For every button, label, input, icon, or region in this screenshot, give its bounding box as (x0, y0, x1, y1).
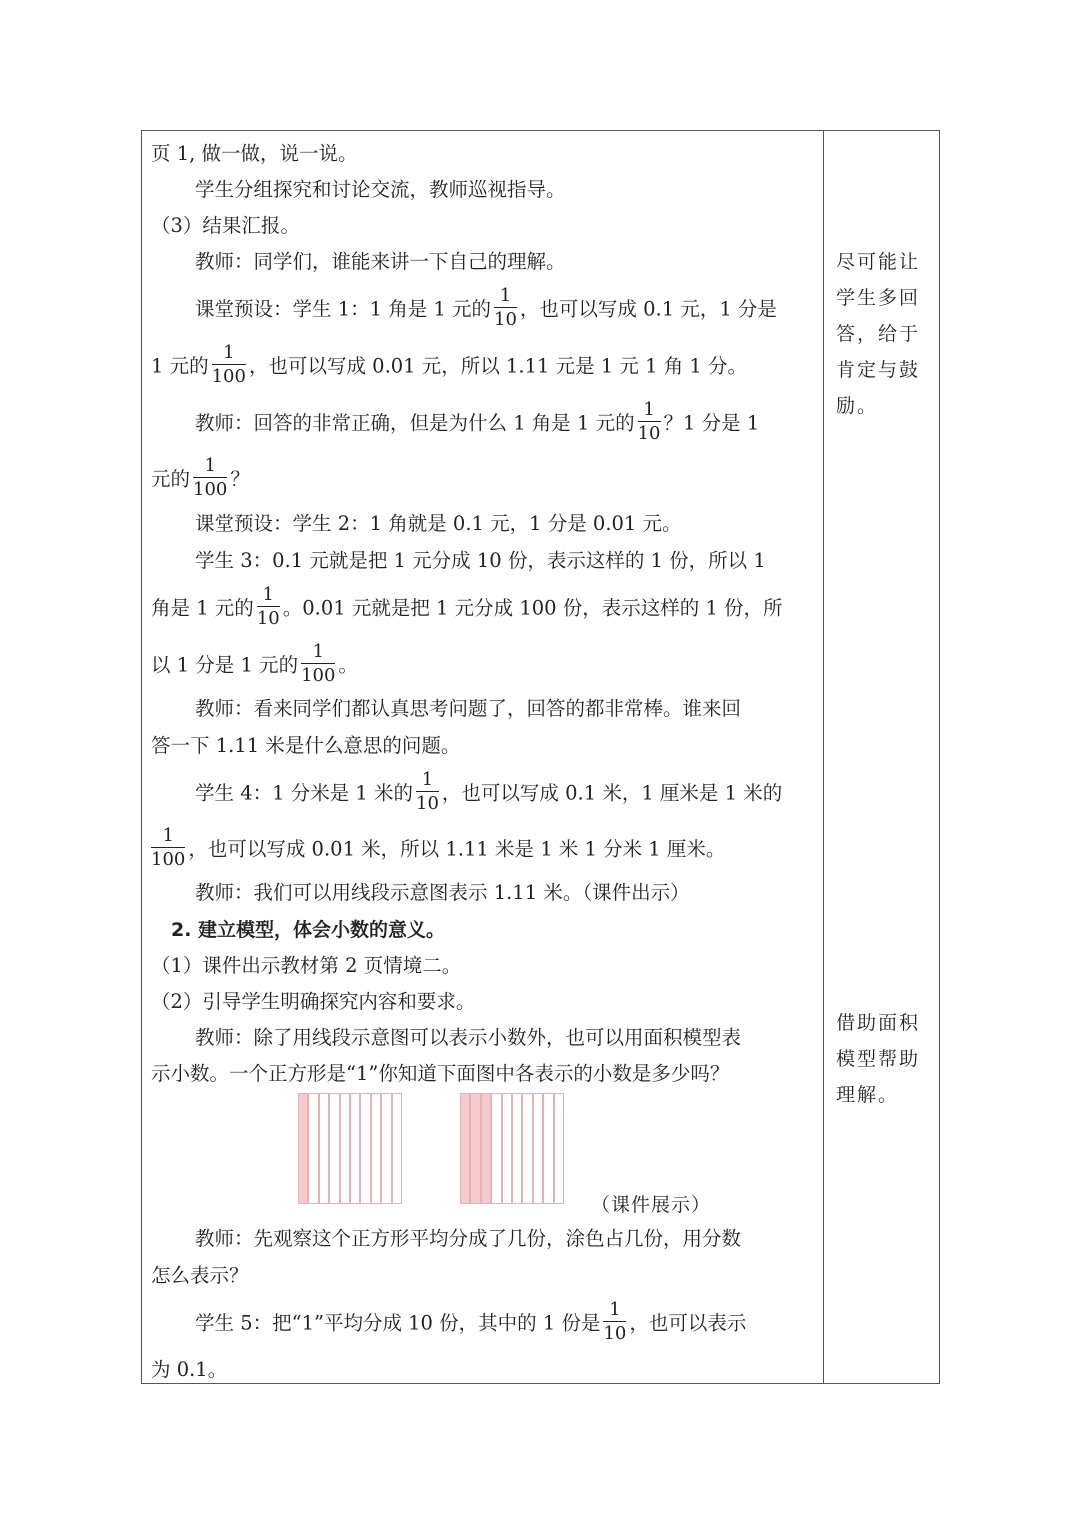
text-segment: 以 1 分是 1 元的 (151, 653, 299, 677)
text-line (151, 455, 250, 501)
grid-cell (329, 1093, 339, 1204)
side-note-encourage (836, 244, 932, 424)
text-line (151, 641, 358, 687)
grid-cell (512, 1093, 522, 1204)
text-segment: 。0.01 元就是把 1 元分成 100 份，表示这样的 1 份，所 (282, 596, 783, 620)
grid-cell (392, 1093, 402, 1204)
text-line: 教师：除了用线段示意图可以表示小数外，也可以用面积模型表 (195, 1026, 742, 1049)
text-line: 教师：先观察这个正方形平均分成了几份，涂色占几份，用分数 (195, 1227, 742, 1250)
shaded-cell (460, 1093, 470, 1204)
text-segment: 教师：回答的非常正确，但是为什么 1 角是 1 元的 (195, 411, 635, 435)
text-line (151, 584, 783, 630)
side-note-line: 理解。 (836, 1084, 900, 1106)
text-segment: 学生 5：把“1”平均分成 10 份，其中的 1 份是 (195, 1311, 601, 1335)
side-note-line: 模型帮助 (836, 1048, 921, 1070)
grid-cell (340, 1093, 350, 1204)
fraction-1-100: $\frac{1}{100}$ (193, 455, 228, 500)
grid-cell (522, 1093, 532, 1204)
grid-cell (371, 1093, 381, 1204)
text-line (151, 342, 748, 388)
side-note-line: 肯定与鼓 (836, 359, 921, 381)
grid-cell (308, 1093, 318, 1204)
text-segment: ，也可以写成 0.01 米，所以 1.11 米是 1 米 1 分米 1 厘米。 (188, 837, 726, 861)
grid-cell (543, 1093, 553, 1204)
fraction-1-100: $\frac{1}{100}$ (211, 342, 246, 387)
side-note-line: 学生多回 (836, 287, 921, 309)
text-segment: ？1 分是 1 (663, 411, 760, 435)
side-note-area-model (836, 1005, 932, 1113)
fraction-1-10: $\frac{1}{10}$ (494, 285, 517, 330)
shaded-cell (298, 1093, 308, 1204)
grid-cell (533, 1093, 543, 1204)
shaded-cell (481, 1093, 491, 1204)
text-line (195, 285, 777, 331)
text-segment: ，也可以写成 0.1 米，1 厘米是 1 米的 (441, 781, 783, 805)
area-model-right (460, 1093, 564, 1206)
side-note-line: 励。 (836, 395, 879, 417)
side-note-line: 借助面积 (836, 1012, 921, 1034)
grid-cell (350, 1093, 360, 1204)
text-line (151, 825, 726, 871)
column-divider (823, 130, 824, 1384)
text-segment: ？ (230, 467, 250, 491)
grid-cell (381, 1093, 391, 1204)
text-segment: 课堂预设：学生 1：1 角是 1 元的 (195, 297, 492, 321)
text-segment: 。 (338, 653, 358, 677)
text-line: 教师：同学们，谁能来讲一下自己的理解。 (195, 250, 566, 273)
text-line (195, 1299, 747, 1345)
text-line: 示小数。一个正方形是“1”你知道下面图中各表示的小数是多少吗？ (151, 1062, 730, 1085)
grid-cell (502, 1093, 512, 1204)
grid-cell (319, 1093, 329, 1204)
text-line (195, 769, 783, 815)
grid-cell (554, 1093, 564, 1204)
text-line: 教师：我们可以用线段示意图表示 1.11 米。（课件出示） (195, 881, 690, 904)
text-line: 怎么表示？ (151, 1264, 249, 1287)
text-segment: ，也可以写成 0.01 元，所以 1.11 元是 1 元 1 角 1 分。 (248, 354, 748, 378)
text-line: （3）结果汇报。 (151, 214, 300, 237)
side-note-line: 答，给于 (836, 323, 921, 345)
text-segment: 元的 (151, 467, 191, 491)
fraction-1-10: $\frac{1}{10}$ (603, 1299, 627, 1344)
text-line: 页 1, 做一做，说一说。 (151, 142, 358, 165)
text-segment: 学生 4：1 分米是 1 米的 (195, 781, 414, 805)
text-line: 学生 3：0.1 元就是把 1 元分成 10 份，表示这样的 1 份，所以 1 (195, 549, 766, 572)
text-line: 答一下 1.11 米是什么意思的问题。 (151, 734, 461, 757)
area-model-left (298, 1093, 402, 1206)
text-line: （2）引导学生明确探究内容和要求。 (151, 990, 476, 1013)
text-segment: ，也可以表示 (629, 1311, 747, 1335)
grid-cell (491, 1093, 501, 1204)
section-heading: 2. 建立模型，体会小数的意义。 (171, 919, 446, 941)
text-segment: 角是 1 元的 (151, 596, 254, 620)
text-line (195, 399, 760, 445)
grid-cell (360, 1093, 370, 1204)
fraction-1-10: $\frac{1}{10}$ (416, 769, 439, 814)
text-line: 为 0.1。 (151, 1358, 228, 1381)
text-line: 课堂预设：学生 2：1 角就是 0.1 元，1 分是 0.01 元。 (195, 512, 682, 535)
shaded-cell (470, 1093, 480, 1204)
fraction-1-100: $\frac{1}{100}$ (301, 641, 336, 686)
fraction-1-10: $\frac{1}{10}$ (256, 584, 280, 629)
figure-caption: （课件展示） (591, 1194, 712, 1216)
side-note-line: 尽可能让 (836, 251, 921, 273)
text-line: 教师：看来同学们都认真思考问题了，回答的都非常棒。谁来回 (195, 697, 742, 720)
fraction-1-100: $\frac{1}{100}$ (151, 825, 186, 870)
text-line: （1）课件出示教材第 2 页情境二。 (151, 954, 462, 977)
text-segment: 1 元的 (151, 354, 209, 378)
fraction-1-10: $\frac{1}{10}$ (637, 399, 661, 444)
text-line: 学生分组探究和讨论交流，教师巡视指导。 (195, 178, 566, 201)
text-segment: ，也可以写成 0.1 元，1 分是 (519, 297, 777, 321)
